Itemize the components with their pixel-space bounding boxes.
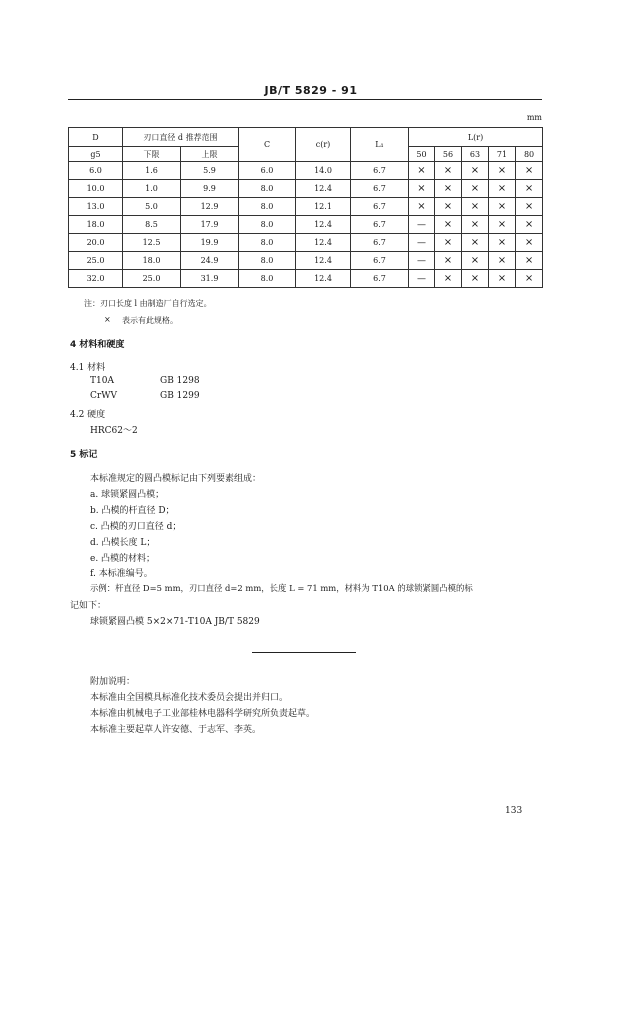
cell-L1: 6.7 [351,180,409,198]
hardness-value: HRC62～2 [90,426,138,436]
material-name: CrWV [90,391,117,401]
section-4-1-heading: 4.1 材料 [70,363,106,373]
cell-C: 8.0 [239,270,296,288]
cell-C: 8.0 [239,180,296,198]
cell-mark-56: × [435,180,462,198]
header-L-80: 80 [516,147,543,162]
header-L-71: 71 [489,147,516,162]
cell-mark-50: × [409,180,435,198]
cell-d-max: 24.9 [181,252,239,270]
material-standard: GB 1299 [160,391,200,401]
header-L-56: 56 [435,147,462,162]
cell-D: 25.0 [69,252,123,270]
material-standard: GB 1298 [160,376,200,386]
cell-d-min: 1.0 [123,180,181,198]
cell-C: 8.0 [239,198,296,216]
standard-code-header: JB/T 5829 - 91 [264,84,358,97]
cell-d-min: 1.6 [123,162,181,180]
cell-mark-80: × [516,198,543,216]
marking-example-code: 球锁紧圆凸模 5×2×71-T10A JB/T 5829 [90,617,260,627]
section-5-heading: 5 标记 [70,450,98,460]
cell-mark-50: — [409,270,435,288]
cell-C: 8.0 [239,252,296,270]
table-row [69,162,543,180]
cell-d-min: 12.5 [123,234,181,252]
cell-mark-56: × [435,252,462,270]
header-L1: L₁ [351,128,409,162]
marking-example: 示例：杆直径 D=5 mm，刃口直径 d=2 mm，长度 L = 71 mm，材料为 T10A 的球锁紧圆凸模的标 [90,583,473,593]
header-D-tolerance: g5 [69,147,123,162]
cell-L1: 6.7 [351,162,409,180]
cell-mark-56: × [435,162,462,180]
cell-mark-80: × [516,252,543,270]
cell-d-max: 12.9 [181,198,239,216]
header-d-range: 刃口直径 d 推荐范围 [123,128,239,147]
cell-mark-80: × [516,216,543,234]
section-4-heading: 4 材料和硬度 [70,340,125,350]
cell-mark-56: × [435,270,462,288]
cell-d-min: 8.5 [123,216,181,234]
cell-L1: 6.7 [351,270,409,288]
list-item: c. 凸模的刃口直径 d； [90,522,182,532]
cell-mark-80: × [516,234,543,252]
cell-C: 6.0 [239,162,296,180]
cell-mark-63: × [462,234,489,252]
cell-L1: 6.7 [351,234,409,252]
dimension-table [68,127,543,288]
marking-example-cont: 记如下： [70,601,107,611]
cell-d-max: 5.9 [181,162,239,180]
cell-mark-71: × [489,198,516,216]
cell-d-max: 19.9 [181,234,239,252]
table-row [69,198,543,216]
cell-D: 20.0 [69,234,123,252]
cell-mark-71: × [489,234,516,252]
table-row [69,216,543,234]
cell-D: 18.0 [69,216,123,234]
cell-d-min: 25.0 [123,270,181,288]
cell-mark-63: × [462,270,489,288]
cell-c: 12.4 [296,234,351,252]
cell-mark-63: × [462,198,489,216]
cell-mark-56: × [435,234,462,252]
cell-mark-50: — [409,252,435,270]
cell-mark-80: × [516,180,543,198]
cell-d-max: 9.9 [181,180,239,198]
list-item: e. 凸模的材料； [90,554,156,564]
cell-mark-63: × [462,180,489,198]
list-item: b. 凸模的杆直径 D； [90,506,175,516]
table-row [69,180,543,198]
header-rule [68,99,542,100]
cell-mark-80: × [516,162,543,180]
cell-c: 12.4 [296,252,351,270]
list-item: f. 本标准编号。 [90,569,153,579]
cell-mark-71: × [489,216,516,234]
header-c: c(r) [296,128,351,162]
cell-c: 14.0 [296,162,351,180]
list-item: a. 球锁紧圆凸模； [90,490,165,500]
appendix-line: 本标准由机械电子工业部桂林电器科学研究所负责起草。 [90,709,316,719]
cell-mark-63: × [462,252,489,270]
cell-mark-63: × [462,162,489,180]
cell-mark-71: × [489,180,516,198]
table-row [69,234,543,252]
end-rule [252,652,356,653]
table-note-2-symbol: × [104,315,111,324]
header-L: L(r) [409,128,543,147]
unit-label: mm [526,113,542,122]
page-number: 133 [505,806,523,816]
table-row [69,252,543,270]
cell-c: 12.1 [296,198,351,216]
cell-D: 13.0 [69,198,123,216]
cell-d-min: 18.0 [123,252,181,270]
header-L-63: 63 [462,147,489,162]
cell-c: 12.4 [296,180,351,198]
appendix-title: 附加说明： [90,677,136,687]
cell-D: 32.0 [69,270,123,288]
table-note-2-text: 表示有此规格。 [122,316,178,325]
header-D: D [69,128,123,147]
cell-c: 12.4 [296,270,351,288]
marking-intro: 本标准规定的圆凸模标记由下列要素组成： [90,474,262,484]
cell-mark-50: × [409,198,435,216]
cell-mark-50: × [409,162,435,180]
list-item: d. 凸模长度 L； [90,538,156,548]
cell-C: 8.0 [239,216,296,234]
cell-L1: 6.7 [351,252,409,270]
appendix-line: 本标准由全国模具标准化技术委员会提出并归口。 [90,693,289,703]
cell-mark-71: × [489,270,516,288]
material-name: T10A [90,376,114,386]
cell-mark-50: — [409,216,435,234]
cell-mark-71: × [489,252,516,270]
cell-d-max: 17.9 [181,216,239,234]
cell-C: 8.0 [239,234,296,252]
cell-D: 6.0 [69,162,123,180]
table-note-1: 注：刃口长度 l 由制造厂自行选定。 [84,299,212,308]
cell-d-max: 31.9 [181,270,239,288]
header-C: C [239,128,296,162]
cell-L1: 6.7 [351,198,409,216]
appendix-line: 本标准主要起草人许安德、于志军、李英。 [90,725,262,735]
header-d-max: 上限 [181,147,239,162]
cell-L1: 6.7 [351,216,409,234]
cell-mark-56: × [435,198,462,216]
cell-mark-50: — [409,234,435,252]
cell-mark-71: × [489,162,516,180]
cell-c: 12.4 [296,216,351,234]
header-L-50: 50 [409,147,435,162]
cell-mark-56: × [435,216,462,234]
table-row [69,270,543,288]
cell-mark-63: × [462,216,489,234]
cell-D: 10.0 [69,180,123,198]
header-d-min: 下限 [123,147,181,162]
cell-d-min: 5.0 [123,198,181,216]
cell-mark-80: × [516,270,543,288]
section-4-2-heading: 4.2 硬度 [70,410,106,420]
